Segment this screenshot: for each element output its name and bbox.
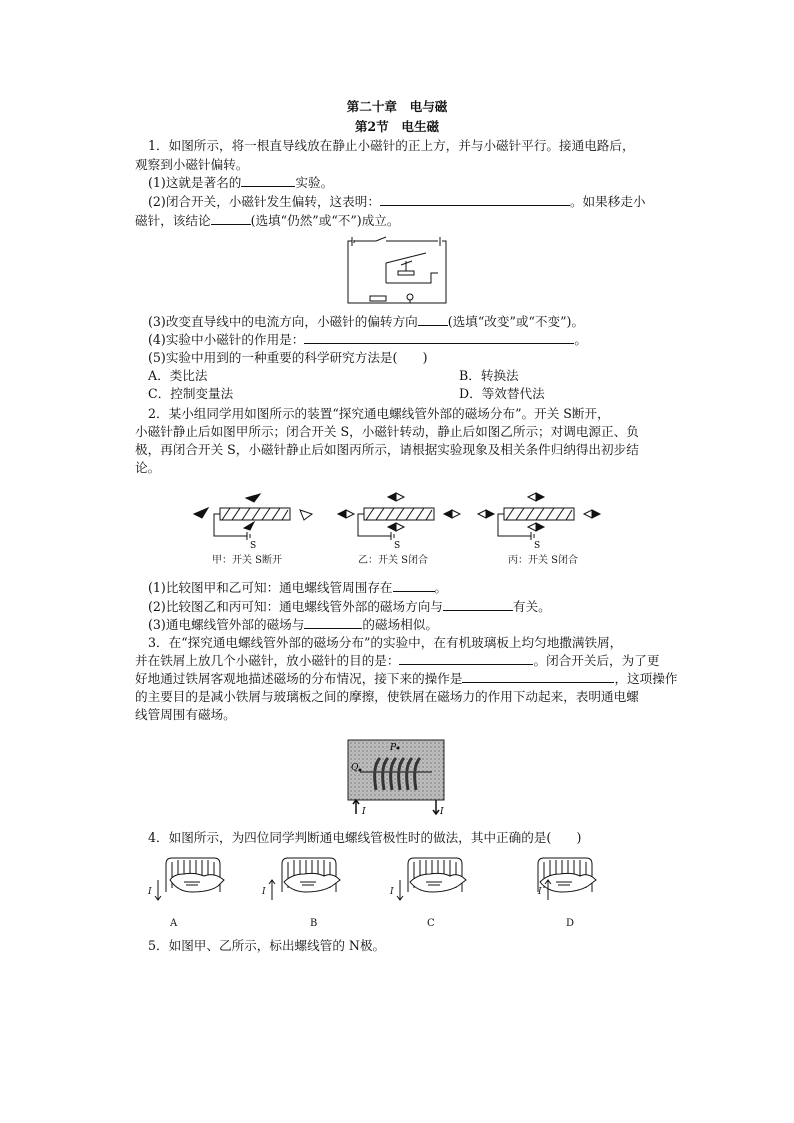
q1-part2-cont — [135, 213, 400, 229]
q1-circuit-figure — [346, 233, 448, 305]
q1-part2-text-c: 磁针，该结论 — [135, 213, 211, 228]
q2-part2-text-a: (2)比较图乙和丙可知：通电螺线管外部的磁场方向与 — [148, 599, 443, 614]
q2-caption-jia: 甲：开关 S断开 — [212, 555, 283, 566]
q1-part3 — [148, 314, 584, 330]
q1-part2-text-b: 。如果移走小 — [569, 194, 646, 209]
q4-hands-figure — [144, 852, 614, 912]
q3-blank1[interactable] — [399, 653, 533, 665]
q2-part3-blank[interactable] — [304, 617, 362, 629]
q1-option-a[interactable]: A．类比法 — [148, 368, 208, 383]
chapter-title: 第二十章 电与磁 — [346, 99, 448, 114]
q1-option-b[interactable]: B．转换法 — [459, 368, 519, 383]
q3-iron-filings-figure — [346, 738, 448, 816]
q4-label-a[interactable]: A — [170, 918, 178, 929]
q3-label-p: P — [390, 743, 397, 753]
q2-part2 — [148, 599, 551, 615]
q4-hand-c — [397, 858, 466, 900]
q3-line2 — [135, 653, 659, 669]
q3-line1: 3．在“探究通电螺线管外部的磁场分布”的实验中，在有机玻璃板上均匀地撒满铁屑， — [148, 635, 623, 650]
q2-part2-blank[interactable] — [443, 599, 513, 611]
q1-part4 — [148, 332, 587, 348]
q1-part5: (5)实验中用到的一种重要的科学研究方法是( ) — [148, 350, 428, 365]
q2-part3-text-a: (3)通电螺线管外部的磁场与 — [148, 617, 305, 632]
q1-part2-blank2[interactable] — [211, 213, 251, 225]
q4-line1: 4．如图所示，为四位同学判断通电螺线管极性时的做法，其中正确的是( ) — [148, 830, 582, 845]
q1-part1-blank[interactable] — [241, 175, 295, 187]
q2-line1: 2．某小组同学用如图所示的装置“探究通电螺线管外部的磁场分布”。开关 S断开， — [148, 406, 610, 421]
q1-part2-blank1[interactable] — [380, 194, 570, 206]
q2-part1-text-b: 。 — [434, 580, 448, 595]
q1-part3-text-b: (选填“改变”或“不变”)。 — [447, 314, 585, 329]
q3-line4: 的主要目的是减小铁屑与玻璃板之间的摩擦，使铁屑在磁场力的作用下动起来，表明通电螺 — [135, 689, 639, 704]
q1-part3-text-a: (3)改变直导线中的电流方向，小磁针的偏转方向 — [148, 314, 418, 329]
q1-part4-text-a: (4)实验中小磁针的作用是： — [148, 332, 305, 347]
q1-part2-text-d: (选填“仍然”或“不”)成立。 — [250, 213, 400, 228]
q2-caption-yi: 乙：开关 S闭合 — [358, 555, 429, 566]
q2-panel-jia — [194, 494, 312, 540]
section-title: 第2节 电生磁 — [354, 119, 440, 134]
q2-solenoid-figures — [192, 492, 612, 552]
q4-label-b[interactable]: B — [310, 918, 318, 929]
q3-label-i-left: I — [362, 807, 366, 817]
q4-label-d[interactable]: D — [566, 918, 575, 929]
q2-part1-text-a: (1)比较图甲和乙可知：通电螺线管周围存在 — [148, 580, 393, 595]
q2-switch-label-jia: S — [250, 541, 257, 551]
q3-line2-text-a: 并在铁屑上放几个小磁针，放小磁针的目的是： — [135, 653, 400, 668]
q4-current-label-a: I — [148, 887, 152, 897]
q1-part3-blank[interactable] — [418, 314, 448, 326]
q3-blank2[interactable] — [462, 671, 614, 683]
q4-hand-b — [269, 858, 340, 900]
q1-part1-text-b: 实验。 — [295, 175, 334, 190]
q4-hand-a — [155, 858, 224, 900]
q1-line2: 观察到小磁针偏转。 — [135, 157, 249, 172]
q2-line4: 论。 — [135, 460, 161, 475]
q3-label-i-right: I — [440, 807, 444, 817]
q4-hand-d — [538, 858, 596, 900]
q3-line3-text-a: 好地通过铁屑客观地描述磁场的分布情况，接下来的操作是 — [135, 671, 463, 686]
q3-label-q: Q — [351, 763, 359, 773]
q1-line1: 1．如图所示，将一根直导线放在静止小磁针的正上方，并与小磁针平行。接通电路后， — [148, 138, 635, 153]
q5-line1: 5．如图甲、乙所示，标出螺线管的 N极。 — [148, 938, 386, 953]
q2-part2-text-b: 有关。 — [512, 599, 551, 614]
q3-line3 — [135, 671, 677, 687]
q3-line3-text-b: ，这项操作 — [614, 671, 678, 686]
q1-part2 — [148, 194, 646, 210]
q1-part4-text-b: 。 — [574, 332, 587, 347]
q2-switch-label-bing: S — [534, 541, 541, 551]
q2-part1-blank[interactable] — [393, 580, 435, 592]
q4-label-c[interactable]: C — [427, 918, 435, 929]
q4-current-label-b: I — [262, 887, 266, 897]
q2-switch-label-yi: S — [394, 541, 401, 551]
q4-current-label-d: I — [538, 887, 542, 897]
q1-option-c[interactable]: C．控制变量法 — [148, 386, 234, 401]
q1-part1 — [148, 175, 333, 191]
q2-caption-bing: 丙：开关 S闭合 — [508, 555, 579, 566]
q1-option-d[interactable]: D．等效替代法 — [459, 386, 545, 401]
q2-part1 — [148, 580, 447, 596]
q3-line2-text-b: 。闭合开关后，为了更 — [533, 653, 660, 668]
q2-panel-bing — [478, 493, 600, 540]
q1-part1-text-a: (1)这就是著名的 — [148, 175, 242, 190]
q1-part2-text-a: (2)闭合开关，小磁针发生偏转，这表明： — [148, 194, 380, 209]
q2-line3: 极，再闭合开关 S，小磁针静止后如图丙所示，请根据实验现象及相关条件归纳得出初步结 — [135, 442, 639, 457]
q2-panel-yi — [338, 493, 460, 540]
q3-line5: 线管周围有磁场。 — [135, 707, 236, 722]
q2-part3-text-b: 的磁场相似。 — [362, 617, 438, 632]
q2-part3 — [148, 617, 438, 633]
q1-part4-blank[interactable] — [304, 332, 574, 344]
q2-line2: 小磁针静止后如图甲所示；闭合开关 S，小磁针转动，静止后如图乙所示；对调电源正、负 — [135, 424, 639, 439]
q4-current-label-c: I — [390, 887, 394, 897]
